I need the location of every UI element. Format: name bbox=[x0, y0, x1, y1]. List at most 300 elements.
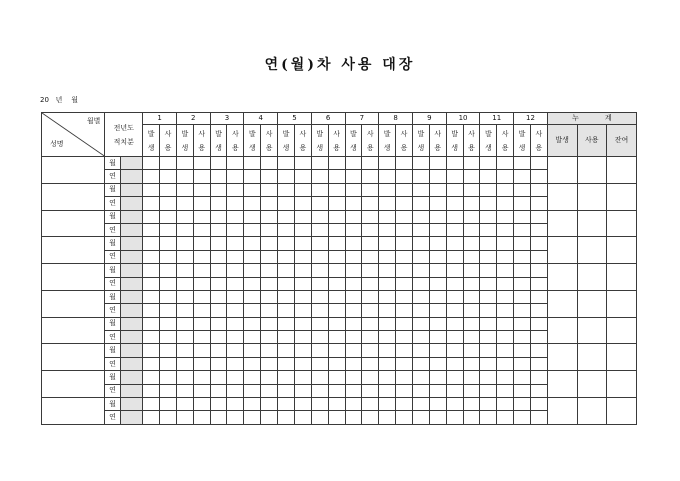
month-entry-cell[interactable] bbox=[311, 157, 328, 170]
month-entry-cell[interactable] bbox=[176, 290, 193, 303]
month-entry-cell[interactable] bbox=[379, 170, 396, 183]
month-entry-cell[interactable] bbox=[176, 384, 193, 397]
month-entry-cell[interactable] bbox=[278, 371, 295, 384]
month-entry-cell[interactable] bbox=[362, 290, 379, 303]
month-entry-cell[interactable] bbox=[193, 210, 210, 223]
month-entry-cell[interactable] bbox=[446, 357, 463, 370]
month-entry-cell[interactable] bbox=[143, 290, 160, 303]
month-entry-cell[interactable] bbox=[497, 170, 514, 183]
employee-name-cell[interactable] bbox=[42, 264, 105, 291]
month-entry-cell[interactable] bbox=[530, 223, 547, 236]
month-entry-cell[interactable] bbox=[514, 264, 531, 277]
month-entry-cell[interactable] bbox=[396, 250, 413, 263]
month-entry-cell[interactable] bbox=[193, 331, 210, 344]
month-entry-cell[interactable] bbox=[244, 371, 261, 384]
month-entry-cell[interactable] bbox=[412, 344, 429, 357]
month-entry-cell[interactable] bbox=[379, 384, 396, 397]
total-remain-cell[interactable] bbox=[607, 398, 637, 425]
month-entry-cell[interactable] bbox=[497, 183, 514, 196]
month-entry-cell[interactable] bbox=[244, 157, 261, 170]
month-entry-cell[interactable] bbox=[244, 304, 261, 317]
month-entry-cell[interactable] bbox=[210, 250, 227, 263]
month-entry-cell[interactable] bbox=[396, 344, 413, 357]
prev-year-cell[interactable] bbox=[120, 264, 143, 277]
month-entry-cell[interactable] bbox=[278, 210, 295, 223]
total-remain-cell[interactable] bbox=[607, 344, 637, 371]
month-entry-cell[interactable] bbox=[379, 210, 396, 223]
month-entry-cell[interactable] bbox=[210, 264, 227, 277]
month-entry-cell[interactable] bbox=[311, 344, 328, 357]
month-entry-cell[interactable] bbox=[429, 304, 446, 317]
month-entry-cell[interactable] bbox=[244, 357, 261, 370]
month-entry-cell[interactable] bbox=[463, 357, 480, 370]
month-entry-cell[interactable] bbox=[261, 170, 278, 183]
month-entry-cell[interactable] bbox=[514, 197, 531, 210]
prev-year-cell[interactable] bbox=[120, 371, 143, 384]
month-entry-cell[interactable] bbox=[530, 183, 547, 196]
month-entry-cell[interactable] bbox=[379, 411, 396, 424]
total-occur-cell[interactable] bbox=[547, 317, 577, 344]
month-entry-cell[interactable] bbox=[261, 371, 278, 384]
month-entry-cell[interactable] bbox=[412, 237, 429, 250]
month-entry-cell[interactable] bbox=[446, 304, 463, 317]
month-entry-cell[interactable] bbox=[278, 357, 295, 370]
month-entry-cell[interactable] bbox=[176, 210, 193, 223]
month-entry-cell[interactable] bbox=[143, 197, 160, 210]
month-entry-cell[interactable] bbox=[227, 264, 244, 277]
prev-year-cell[interactable] bbox=[120, 210, 143, 223]
month-entry-cell[interactable] bbox=[429, 250, 446, 263]
month-entry-cell[interactable] bbox=[345, 290, 362, 303]
month-entry-cell[interactable] bbox=[429, 197, 446, 210]
month-entry-cell[interactable] bbox=[362, 157, 379, 170]
month-entry-cell[interactable] bbox=[311, 237, 328, 250]
month-entry-cell[interactable] bbox=[311, 183, 328, 196]
month-entry-cell[interactable] bbox=[227, 411, 244, 424]
month-entry-cell[interactable] bbox=[278, 384, 295, 397]
month-entry-cell[interactable] bbox=[362, 264, 379, 277]
month-entry-cell[interactable] bbox=[261, 157, 278, 170]
month-entry-cell[interactable] bbox=[497, 157, 514, 170]
month-entry-cell[interactable] bbox=[463, 210, 480, 223]
total-use-cell[interactable] bbox=[577, 157, 607, 184]
month-entry-cell[interactable] bbox=[463, 264, 480, 277]
prev-year-cell[interactable] bbox=[120, 197, 143, 210]
month-entry-cell[interactable] bbox=[345, 210, 362, 223]
prev-year-cell[interactable] bbox=[120, 357, 143, 370]
month-entry-cell[interactable] bbox=[193, 157, 210, 170]
month-entry-cell[interactable] bbox=[429, 384, 446, 397]
month-entry-cell[interactable] bbox=[530, 411, 547, 424]
month-entry-cell[interactable] bbox=[345, 304, 362, 317]
month-entry-cell[interactable] bbox=[143, 344, 160, 357]
month-entry-cell[interactable] bbox=[514, 411, 531, 424]
month-entry-cell[interactable] bbox=[345, 277, 362, 290]
month-entry-cell[interactable] bbox=[244, 317, 261, 330]
month-entry-cell[interactable] bbox=[294, 277, 311, 290]
employee-name-cell[interactable] bbox=[42, 157, 105, 184]
month-entry-cell[interactable] bbox=[261, 277, 278, 290]
month-entry-cell[interactable] bbox=[261, 290, 278, 303]
month-entry-cell[interactable] bbox=[176, 237, 193, 250]
month-entry-cell[interactable] bbox=[227, 223, 244, 236]
month-entry-cell[interactable] bbox=[261, 223, 278, 236]
month-entry-cell[interactable] bbox=[497, 290, 514, 303]
month-entry-cell[interactable] bbox=[227, 317, 244, 330]
month-entry-cell[interactable] bbox=[480, 384, 497, 397]
month-entry-cell[interactable] bbox=[345, 344, 362, 357]
month-entry-cell[interactable] bbox=[497, 250, 514, 263]
month-entry-cell[interactable] bbox=[160, 210, 177, 223]
month-entry-cell[interactable] bbox=[396, 183, 413, 196]
month-entry-cell[interactable] bbox=[345, 371, 362, 384]
month-entry-cell[interactable] bbox=[278, 250, 295, 263]
month-entry-cell[interactable] bbox=[193, 223, 210, 236]
month-entry-cell[interactable] bbox=[176, 170, 193, 183]
month-entry-cell[interactable] bbox=[429, 170, 446, 183]
month-entry-cell[interactable] bbox=[210, 371, 227, 384]
month-entry-cell[interactable] bbox=[210, 157, 227, 170]
total-use-cell[interactable] bbox=[577, 237, 607, 264]
total-remain-cell[interactable] bbox=[607, 183, 637, 210]
month-entry-cell[interactable] bbox=[345, 357, 362, 370]
month-entry-cell[interactable] bbox=[396, 304, 413, 317]
month-entry-cell[interactable] bbox=[463, 250, 480, 263]
month-entry-cell[interactable] bbox=[160, 384, 177, 397]
month-entry-cell[interactable] bbox=[261, 317, 278, 330]
month-entry-cell[interactable] bbox=[328, 237, 345, 250]
employee-name-cell[interactable] bbox=[42, 371, 105, 398]
month-entry-cell[interactable] bbox=[227, 384, 244, 397]
month-entry-cell[interactable] bbox=[193, 317, 210, 330]
month-entry-cell[interactable] bbox=[328, 264, 345, 277]
month-entry-cell[interactable] bbox=[530, 264, 547, 277]
month-entry-cell[interactable] bbox=[530, 384, 547, 397]
month-entry-cell[interactable] bbox=[210, 317, 227, 330]
month-entry-cell[interactable] bbox=[480, 331, 497, 344]
month-entry-cell[interactable] bbox=[514, 223, 531, 236]
total-remain-cell[interactable] bbox=[607, 237, 637, 264]
month-entry-cell[interactable] bbox=[412, 250, 429, 263]
month-entry-cell[interactable] bbox=[294, 210, 311, 223]
month-entry-cell[interactable] bbox=[143, 384, 160, 397]
prev-year-cell[interactable] bbox=[120, 170, 143, 183]
month-entry-cell[interactable] bbox=[193, 250, 210, 263]
month-entry-cell[interactable] bbox=[244, 344, 261, 357]
month-entry-cell[interactable] bbox=[278, 223, 295, 236]
month-entry-cell[interactable] bbox=[227, 210, 244, 223]
total-use-cell[interactable] bbox=[577, 264, 607, 291]
month-entry-cell[interactable] bbox=[294, 398, 311, 411]
month-entry-cell[interactable] bbox=[345, 331, 362, 344]
month-entry-cell[interactable] bbox=[480, 170, 497, 183]
month-entry-cell[interactable] bbox=[530, 250, 547, 263]
month-entry-cell[interactable] bbox=[412, 357, 429, 370]
month-entry-cell[interactable] bbox=[514, 277, 531, 290]
month-entry-cell[interactable] bbox=[227, 250, 244, 263]
prev-year-cell[interactable] bbox=[120, 331, 143, 344]
month-entry-cell[interactable] bbox=[497, 371, 514, 384]
month-entry-cell[interactable] bbox=[227, 371, 244, 384]
month-entry-cell[interactable] bbox=[176, 411, 193, 424]
month-entry-cell[interactable] bbox=[497, 210, 514, 223]
month-entry-cell[interactable] bbox=[294, 331, 311, 344]
month-entry-cell[interactable] bbox=[530, 344, 547, 357]
month-entry-cell[interactable] bbox=[362, 331, 379, 344]
month-entry-cell[interactable] bbox=[227, 331, 244, 344]
month-entry-cell[interactable] bbox=[514, 237, 531, 250]
month-entry-cell[interactable] bbox=[530, 290, 547, 303]
month-entry-cell[interactable] bbox=[176, 183, 193, 196]
month-entry-cell[interactable] bbox=[311, 411, 328, 424]
month-entry-cell[interactable] bbox=[362, 237, 379, 250]
month-entry-cell[interactable] bbox=[362, 411, 379, 424]
month-entry-cell[interactable] bbox=[480, 371, 497, 384]
month-entry-cell[interactable] bbox=[396, 317, 413, 330]
month-entry-cell[interactable] bbox=[379, 250, 396, 263]
month-entry-cell[interactable] bbox=[160, 290, 177, 303]
month-entry-cell[interactable] bbox=[362, 357, 379, 370]
month-entry-cell[interactable] bbox=[463, 317, 480, 330]
month-entry-cell[interactable] bbox=[396, 411, 413, 424]
total-remain-cell[interactable] bbox=[607, 317, 637, 344]
month-entry-cell[interactable] bbox=[530, 331, 547, 344]
month-entry-cell[interactable] bbox=[210, 357, 227, 370]
prev-year-cell[interactable] bbox=[120, 411, 143, 424]
month-entry-cell[interactable] bbox=[412, 331, 429, 344]
month-entry-cell[interactable] bbox=[160, 344, 177, 357]
month-entry-cell[interactable] bbox=[412, 290, 429, 303]
month-entry-cell[interactable] bbox=[311, 264, 328, 277]
month-entry-cell[interactable] bbox=[396, 170, 413, 183]
month-entry-cell[interactable] bbox=[412, 277, 429, 290]
month-entry-cell[interactable] bbox=[446, 264, 463, 277]
month-entry-cell[interactable] bbox=[261, 357, 278, 370]
month-entry-cell[interactable] bbox=[530, 277, 547, 290]
month-entry-cell[interactable] bbox=[396, 371, 413, 384]
month-entry-cell[interactable] bbox=[244, 250, 261, 263]
month-entry-cell[interactable] bbox=[244, 411, 261, 424]
month-entry-cell[interactable] bbox=[227, 237, 244, 250]
month-entry-cell[interactable] bbox=[480, 290, 497, 303]
month-entry-cell[interactable] bbox=[261, 250, 278, 263]
month-entry-cell[interactable] bbox=[497, 237, 514, 250]
month-entry-cell[interactable] bbox=[362, 250, 379, 263]
month-entry-cell[interactable] bbox=[261, 331, 278, 344]
month-entry-cell[interactable] bbox=[143, 183, 160, 196]
month-entry-cell[interactable] bbox=[160, 304, 177, 317]
month-entry-cell[interactable] bbox=[278, 344, 295, 357]
month-entry-cell[interactable] bbox=[497, 197, 514, 210]
month-entry-cell[interactable] bbox=[480, 357, 497, 370]
month-entry-cell[interactable] bbox=[278, 317, 295, 330]
total-occur-cell[interactable] bbox=[547, 371, 577, 398]
month-entry-cell[interactable] bbox=[160, 317, 177, 330]
month-entry-cell[interactable] bbox=[143, 264, 160, 277]
month-entry-cell[interactable] bbox=[311, 371, 328, 384]
month-entry-cell[interactable] bbox=[278, 183, 295, 196]
month-entry-cell[interactable] bbox=[328, 304, 345, 317]
month-entry-cell[interactable] bbox=[446, 411, 463, 424]
month-entry-cell[interactable] bbox=[311, 357, 328, 370]
month-entry-cell[interactable] bbox=[379, 344, 396, 357]
month-entry-cell[interactable] bbox=[412, 371, 429, 384]
month-entry-cell[interactable] bbox=[396, 357, 413, 370]
month-entry-cell[interactable] bbox=[497, 384, 514, 397]
month-entry-cell[interactable] bbox=[446, 344, 463, 357]
month-entry-cell[interactable] bbox=[446, 317, 463, 330]
month-entry-cell[interactable] bbox=[514, 304, 531, 317]
month-entry-cell[interactable] bbox=[210, 344, 227, 357]
month-entry-cell[interactable] bbox=[362, 304, 379, 317]
month-entry-cell[interactable] bbox=[412, 384, 429, 397]
month-entry-cell[interactable] bbox=[497, 223, 514, 236]
month-entry-cell[interactable] bbox=[362, 210, 379, 223]
month-entry-cell[interactable] bbox=[294, 170, 311, 183]
month-entry-cell[interactable] bbox=[480, 197, 497, 210]
month-entry-cell[interactable] bbox=[261, 384, 278, 397]
month-entry-cell[interactable] bbox=[227, 277, 244, 290]
employee-name-cell[interactable] bbox=[42, 344, 105, 371]
month-entry-cell[interactable] bbox=[311, 277, 328, 290]
month-entry-cell[interactable] bbox=[429, 290, 446, 303]
month-entry-cell[interactable] bbox=[210, 223, 227, 236]
month-entry-cell[interactable] bbox=[143, 277, 160, 290]
month-entry-cell[interactable] bbox=[379, 290, 396, 303]
month-entry-cell[interactable] bbox=[311, 250, 328, 263]
month-entry-cell[interactable] bbox=[429, 237, 446, 250]
employee-name-cell[interactable] bbox=[42, 398, 105, 425]
month-entry-cell[interactable] bbox=[160, 237, 177, 250]
month-entry-cell[interactable] bbox=[193, 344, 210, 357]
month-entry-cell[interactable] bbox=[429, 411, 446, 424]
employee-name-cell[interactable] bbox=[42, 183, 105, 210]
month-entry-cell[interactable] bbox=[143, 210, 160, 223]
month-entry-cell[interactable] bbox=[379, 357, 396, 370]
prev-year-cell[interactable] bbox=[120, 157, 143, 170]
prev-year-cell[interactable] bbox=[120, 304, 143, 317]
month-entry-cell[interactable] bbox=[227, 183, 244, 196]
month-entry-cell[interactable] bbox=[193, 170, 210, 183]
month-entry-cell[interactable] bbox=[244, 223, 261, 236]
month-entry-cell[interactable] bbox=[311, 170, 328, 183]
month-entry-cell[interactable] bbox=[412, 197, 429, 210]
month-entry-cell[interactable] bbox=[143, 157, 160, 170]
month-entry-cell[interactable] bbox=[311, 223, 328, 236]
month-entry-cell[interactable] bbox=[244, 237, 261, 250]
month-entry-cell[interactable] bbox=[480, 223, 497, 236]
month-entry-cell[interactable] bbox=[345, 170, 362, 183]
month-entry-cell[interactable] bbox=[463, 344, 480, 357]
month-entry-cell[interactable] bbox=[379, 157, 396, 170]
month-entry-cell[interactable] bbox=[379, 331, 396, 344]
month-entry-cell[interactable] bbox=[278, 170, 295, 183]
month-entry-cell[interactable] bbox=[412, 223, 429, 236]
month-entry-cell[interactable] bbox=[463, 384, 480, 397]
month-entry-cell[interactable] bbox=[244, 170, 261, 183]
month-entry-cell[interactable] bbox=[514, 384, 531, 397]
total-use-cell[interactable] bbox=[577, 317, 607, 344]
month-entry-cell[interactable] bbox=[328, 357, 345, 370]
prev-year-cell[interactable] bbox=[120, 183, 143, 196]
prev-year-cell[interactable] bbox=[120, 317, 143, 330]
month-entry-cell[interactable] bbox=[328, 250, 345, 263]
month-entry-cell[interactable] bbox=[480, 264, 497, 277]
month-entry-cell[interactable] bbox=[160, 183, 177, 196]
month-entry-cell[interactable] bbox=[497, 304, 514, 317]
month-entry-cell[interactable] bbox=[480, 277, 497, 290]
month-entry-cell[interactable] bbox=[210, 290, 227, 303]
month-entry-cell[interactable] bbox=[446, 237, 463, 250]
month-entry-cell[interactable] bbox=[497, 344, 514, 357]
month-entry-cell[interactable] bbox=[244, 277, 261, 290]
total-occur-cell[interactable] bbox=[547, 290, 577, 317]
month-entry-cell[interactable] bbox=[412, 170, 429, 183]
month-entry-cell[interactable] bbox=[210, 304, 227, 317]
month-entry-cell[interactable] bbox=[480, 210, 497, 223]
month-entry-cell[interactable] bbox=[294, 357, 311, 370]
month-entry-cell[interactable] bbox=[514, 210, 531, 223]
month-entry-cell[interactable] bbox=[345, 384, 362, 397]
month-entry-cell[interactable] bbox=[311, 210, 328, 223]
month-entry-cell[interactable] bbox=[328, 210, 345, 223]
month-entry-cell[interactable] bbox=[396, 157, 413, 170]
month-entry-cell[interactable] bbox=[193, 290, 210, 303]
month-entry-cell[interactable] bbox=[514, 371, 531, 384]
month-entry-cell[interactable] bbox=[294, 157, 311, 170]
month-entry-cell[interactable] bbox=[143, 398, 160, 411]
total-occur-cell[interactable] bbox=[547, 157, 577, 184]
month-entry-cell[interactable] bbox=[429, 371, 446, 384]
month-entry-cell[interactable] bbox=[362, 317, 379, 330]
month-entry-cell[interactable] bbox=[396, 210, 413, 223]
month-entry-cell[interactable] bbox=[278, 157, 295, 170]
prev-year-cell[interactable] bbox=[120, 398, 143, 411]
month-entry-cell[interactable] bbox=[278, 290, 295, 303]
employee-name-cell[interactable] bbox=[42, 237, 105, 264]
month-entry-cell[interactable] bbox=[396, 197, 413, 210]
month-entry-cell[interactable] bbox=[294, 223, 311, 236]
month-entry-cell[interactable] bbox=[396, 277, 413, 290]
total-occur-cell[interactable] bbox=[547, 210, 577, 237]
month-entry-cell[interactable] bbox=[176, 197, 193, 210]
month-entry-cell[interactable] bbox=[497, 264, 514, 277]
month-entry-cell[interactable] bbox=[362, 223, 379, 236]
month-entry-cell[interactable] bbox=[446, 290, 463, 303]
month-entry-cell[interactable] bbox=[328, 290, 345, 303]
month-entry-cell[interactable] bbox=[210, 277, 227, 290]
month-entry-cell[interactable] bbox=[160, 250, 177, 263]
month-entry-cell[interactable] bbox=[160, 170, 177, 183]
month-entry-cell[interactable] bbox=[261, 183, 278, 196]
month-entry-cell[interactable] bbox=[379, 371, 396, 384]
month-entry-cell[interactable] bbox=[278, 398, 295, 411]
month-entry-cell[interactable] bbox=[294, 183, 311, 196]
month-entry-cell[interactable] bbox=[446, 197, 463, 210]
month-entry-cell[interactable] bbox=[143, 304, 160, 317]
month-entry-cell[interactable] bbox=[193, 277, 210, 290]
month-entry-cell[interactable] bbox=[429, 277, 446, 290]
month-entry-cell[interactable] bbox=[143, 371, 160, 384]
prev-year-cell[interactable] bbox=[120, 223, 143, 236]
month-entry-cell[interactable] bbox=[328, 411, 345, 424]
month-entry-cell[interactable] bbox=[530, 157, 547, 170]
month-entry-cell[interactable] bbox=[429, 183, 446, 196]
month-entry-cell[interactable] bbox=[278, 277, 295, 290]
total-use-cell[interactable] bbox=[577, 290, 607, 317]
month-entry-cell[interactable] bbox=[497, 357, 514, 370]
month-entry-cell[interactable] bbox=[328, 170, 345, 183]
